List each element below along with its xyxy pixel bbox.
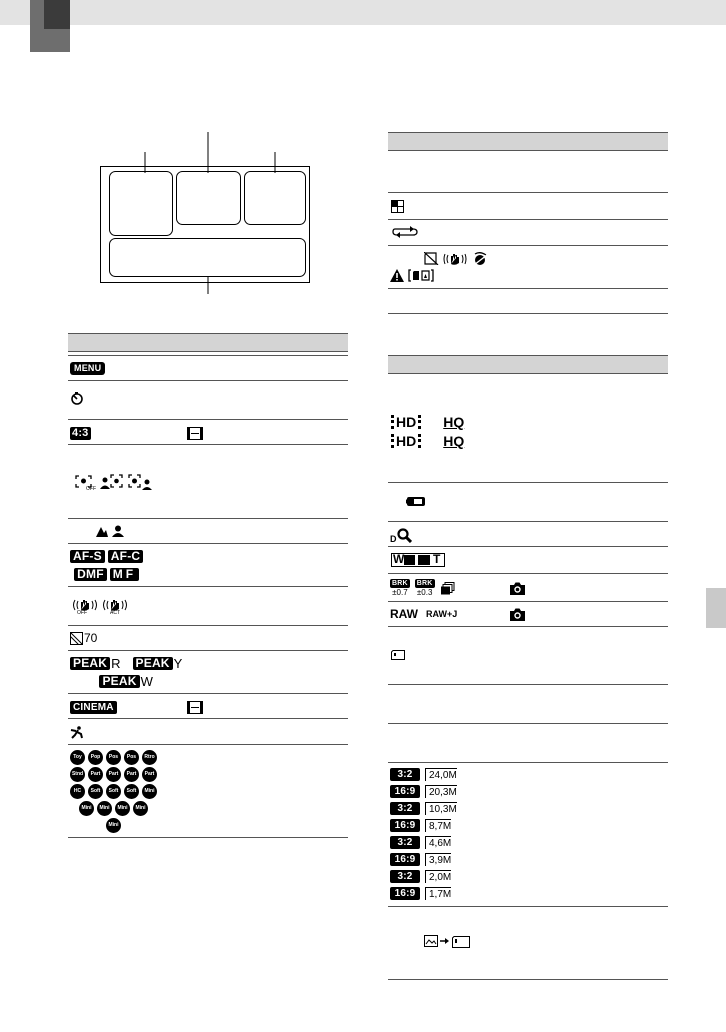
row-digital-zoom — [390, 526, 416, 544]
warning-icon — [390, 269, 404, 282]
camera-icon — [510, 582, 525, 595]
face-off-icon — [74, 474, 96, 490]
continuous-shooting-icon — [441, 582, 455, 595]
row-divider — [388, 906, 668, 907]
effect-soft-focus-high-icon: Soft — [124, 784, 139, 799]
face-on-icon — [100, 474, 124, 490]
effect-high-contrast-icon: HC — [70, 784, 85, 799]
area-center-top — [177, 172, 241, 225]
steadyshot-active-icon — [102, 598, 128, 614]
face-priority-icon — [128, 474, 154, 490]
dmf-icon: DMF — [74, 568, 107, 581]
row-divider — [388, 723, 668, 724]
effect-partial-color-b-icon: Part — [124, 767, 139, 782]
image-size-value: 24,0M — [425, 768, 457, 781]
film-icon — [187, 701, 203, 714]
hq-quality-icon: HQ — [443, 413, 465, 430]
peak-icon: PEAK — [99, 675, 139, 688]
row-divider — [68, 355, 348, 356]
image-size-value: 1,7M — [425, 887, 451, 900]
row-divider — [388, 288, 668, 289]
row-divider — [388, 219, 668, 220]
effect-soft-high-key-icon: Stnd — [70, 767, 85, 782]
brk-step-value: ±0.7 — [392, 588, 408, 597]
row-divider — [68, 625, 348, 626]
row-warnings — [390, 249, 493, 285]
right-icon-table-2 — [388, 355, 668, 981]
ratio-badge: 3:2 — [390, 802, 420, 815]
row-battery — [406, 493, 430, 509]
landscape-icon — [96, 525, 108, 537]
row-divider — [68, 586, 348, 587]
row-divider — [388, 601, 668, 602]
row-divider — [68, 693, 348, 694]
row-divider — [68, 650, 348, 651]
row-image-sizes — [390, 766, 457, 902]
row-loop — [391, 224, 423, 240]
film-icon — [187, 427, 203, 440]
page-header-band — [0, 0, 726, 25]
row-focus-mode — [70, 546, 146, 584]
row-divider — [388, 546, 668, 547]
loop-icon — [391, 226, 419, 238]
effect-partial-color-g-icon: Part — [106, 767, 121, 782]
effect-partial-color-r-icon: Part — [88, 767, 103, 782]
row-divider — [68, 718, 348, 719]
photo-to-media-icon — [424, 935, 472, 949]
image-size-value: 2,0M — [425, 870, 451, 883]
screen-layout-diagram — [100, 128, 314, 296]
ratio-badge: 3:2 — [390, 768, 420, 781]
row-divider — [388, 573, 668, 574]
effect-pop-icon: Pop — [88, 750, 103, 765]
image-size-value: 10,3M — [425, 802, 457, 815]
peak-icon: PEAK — [133, 657, 173, 670]
row-divider — [68, 837, 348, 838]
row-scene — [96, 521, 128, 541]
effect-toy-icon: Toy — [70, 750, 85, 765]
zoom-wide-label: W — [393, 552, 405, 566]
row-self-timer — [70, 388, 88, 410]
image-size-value: 20,3M — [425, 785, 457, 798]
self-timer-icon — [70, 392, 84, 406]
table-header — [388, 355, 668, 374]
grid-icon — [391, 200, 404, 213]
row-copy — [424, 933, 476, 951]
image-size-entry — [390, 851, 451, 868]
camera-icon — [510, 608, 525, 621]
side-tab — [706, 588, 726, 628]
effect-soft-focus-mid-icon: Soft — [106, 784, 121, 799]
raw-label: RAW — [390, 607, 418, 621]
row-divider — [68, 380, 348, 381]
mf-icon: MF — [110, 568, 139, 581]
effect-miniature-top-icon: Mini — [79, 801, 94, 816]
shutter-angle-value: 70 — [84, 631, 98, 645]
image-size-value: 3,9M — [425, 853, 451, 866]
row-divider — [388, 313, 668, 314]
effect-miniature-middle-icon: Mini — [97, 801, 112, 816]
table-header — [68, 333, 348, 352]
ratio-badge: 16:9 — [390, 853, 420, 866]
svg-text:OFF: OFF — [77, 610, 87, 614]
row-divider — [68, 543, 348, 544]
row-media — [391, 647, 409, 663]
af-s-icon: AF-S — [70, 550, 105, 563]
bracket-03 — [415, 579, 435, 597]
image-size-entry — [390, 783, 457, 800]
row-face-detection — [74, 471, 158, 493]
brk-icon: BRK — [416, 580, 433, 587]
image-size-entry — [390, 834, 451, 851]
portrait-icon — [112, 525, 124, 537]
zoom-tele-label: T — [433, 552, 441, 566]
effect-miniature-auto-icon: Mini — [142, 784, 157, 799]
effect-posterization-color-icon: Pos — [106, 750, 121, 765]
digital-zoom-d-label: D — [390, 534, 397, 544]
row-steadyshot — [72, 595, 132, 617]
row-cinema — [70, 697, 330, 717]
image-size-entry — [390, 766, 457, 783]
row-divider — [388, 192, 668, 193]
effect-partial-color-y-icon: Part — [142, 767, 157, 782]
peak-red-label: R — [111, 655, 121, 671]
wind-warning-icon — [471, 252, 489, 266]
row-divider — [68, 419, 348, 420]
effect-posterization-bw-icon: Pos — [124, 750, 139, 765]
af-c-icon: AF-C — [108, 550, 143, 563]
zoom-icon — [397, 528, 412, 543]
media-icon — [391, 650, 405, 660]
shutter-angle-icon — [70, 632, 83, 645]
card-bracket-icon — [408, 269, 434, 282]
table-header — [388, 132, 668, 151]
row-divider — [388, 684, 668, 685]
row-shutter-angle — [70, 628, 101, 648]
hd-format-icon: HD — [391, 434, 421, 448]
steadyshot-warning-icon — [443, 252, 467, 266]
row-menu — [70, 358, 108, 378]
row-divider — [68, 744, 348, 745]
peak-yellow-label: Y — [173, 655, 183, 671]
row-divider — [388, 482, 668, 483]
row-raw — [390, 605, 660, 623]
area-bottom — [110, 239, 306, 277]
row-peaking — [70, 653, 186, 691]
row-picture-effect — [70, 747, 160, 835]
raw-jpeg-label: RAW+J — [426, 609, 458, 619]
row-divider — [388, 245, 668, 246]
ratio-badge: 16:9 — [390, 785, 420, 798]
ratio-badge: 3:2 — [390, 870, 420, 883]
row-divider — [388, 626, 668, 627]
image-size-entry — [390, 817, 451, 834]
ratio-badge: 16:9 — [390, 887, 420, 900]
memory-card-warning-icon — [424, 252, 439, 265]
hq-quality-icon: HQ — [443, 432, 465, 449]
area-right-top — [245, 172, 306, 225]
left-icon-table — [68, 333, 348, 838]
steadyshot-off-icon — [72, 598, 98, 614]
row-bracket — [390, 576, 660, 600]
row-aspect — [70, 423, 330, 443]
row-divider — [388, 979, 668, 980]
image-size-value: 8,7M — [425, 819, 451, 832]
battery-icon — [406, 497, 426, 506]
row-divider — [68, 444, 348, 445]
brk-icon: BRK — [392, 580, 408, 587]
image-size-entry — [390, 885, 451, 902]
brk-step-value: ±0.3 — [416, 588, 433, 597]
effect-miniature-right-icon: Mini — [133, 801, 148, 816]
svg-text:OFF: OFF — [86, 486, 96, 490]
right-icon-table-1 — [388, 132, 668, 317]
golf-icon — [70, 726, 84, 739]
image-size-value: 4,6M — [425, 836, 451, 849]
peak-icon: PEAK — [70, 657, 110, 670]
effect-miniature-left-icon: Mini — [106, 818, 121, 833]
row-divider — [388, 762, 668, 763]
peak-white-label: W — [140, 673, 153, 689]
hd-format-icon: HD — [391, 415, 421, 429]
row-golf — [70, 722, 88, 742]
bracket-07 — [390, 579, 410, 597]
row-zoom-bar — [391, 551, 445, 569]
cinema-icon: CINEMA — [70, 701, 117, 714]
svg-text:ACT: ACT — [110, 610, 120, 614]
ratio-badge: 16:9 — [390, 819, 420, 832]
image-size-entry — [390, 800, 457, 817]
row-divider — [68, 518, 348, 519]
image-size-entry — [390, 868, 451, 885]
effect-retro-icon: Rtro — [142, 750, 157, 765]
row-divider — [388, 521, 668, 522]
aspect-4-3-icon: 4:3 — [72, 426, 89, 439]
row-recording-format — [391, 412, 464, 450]
ratio-badge: 3:2 — [390, 836, 420, 849]
effect-soft-focus-low-icon: Soft — [88, 784, 103, 799]
area-left-top — [110, 172, 173, 236]
header-marker-inner — [44, 0, 70, 29]
effect-miniature-bottom-icon: Mini — [115, 801, 130, 816]
row-grid — [391, 198, 408, 214]
menu-icon: MENU — [70, 362, 105, 375]
